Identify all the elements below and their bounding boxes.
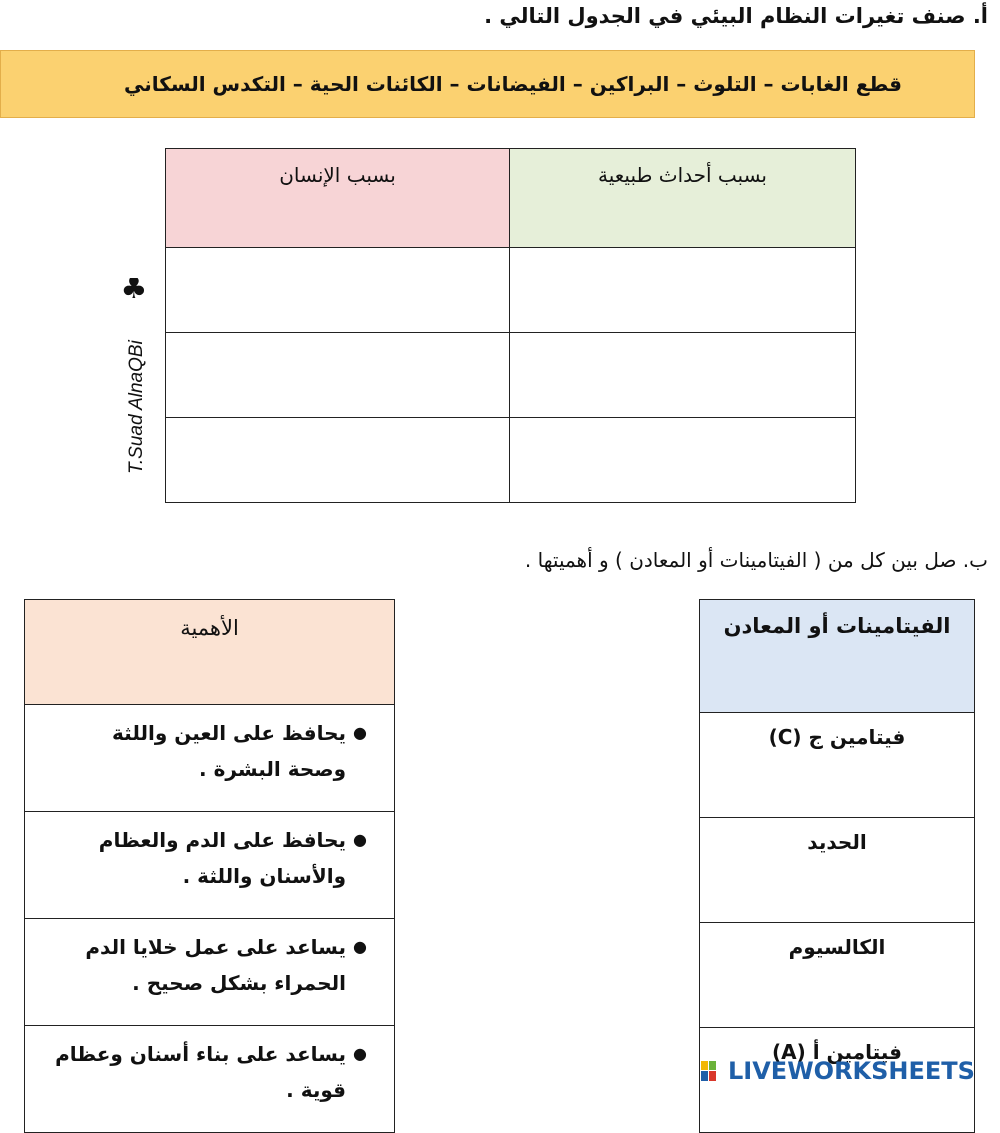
liveworksheets-logo-icon xyxy=(700,1060,726,1082)
nutrients-header: الفيتامينات أو المعادن xyxy=(700,600,975,713)
liveworksheets-brand xyxy=(700,1056,975,1086)
nutrient-item-2[interactable]: الحديد xyxy=(700,818,975,923)
signature-text: T.Suad AlnaQBi xyxy=(126,340,147,474)
natural-answer-cell-1[interactable] xyxy=(510,248,856,333)
nutrient-item-4[interactable]: فيتامين أ (A) xyxy=(700,1028,975,1133)
natural-answer-cell-2[interactable] xyxy=(510,333,856,418)
header-natural-events: بسبب أحداث طبيعية xyxy=(510,149,856,248)
header-human-causes: بسبب الإنسان xyxy=(166,149,510,248)
human-answer-cell-1[interactable] xyxy=(166,248,510,333)
part-a-title: أ. صنف تغيرات النظام البيئي في الجدول التالي . xyxy=(484,4,988,28)
brand-text: LIVEWORKSHEETS xyxy=(728,1057,975,1085)
importance-header: الأهمية xyxy=(25,600,395,705)
nutrient-item-3[interactable]: الكالسيوم xyxy=(700,923,975,1028)
club-icon: ♣ xyxy=(120,278,148,306)
bullet-icon: ● xyxy=(353,937,367,956)
nutrients-table xyxy=(699,599,975,1133)
classification-table xyxy=(165,148,856,503)
human-answer-cell-3[interactable] xyxy=(166,418,510,503)
word-bank xyxy=(0,50,975,118)
nutrient-item-1[interactable]: فيتامين ج (C) xyxy=(700,713,975,818)
teacher-signature xyxy=(114,278,154,478)
importance-item-4[interactable]: ● يساعد على بناء أسنان وعظام قوية . xyxy=(25,1026,395,1133)
part-b-title: ب. صل بين كل من ( الفيتامينات أو المعادن ) و أهميتها . xyxy=(524,548,988,572)
human-answer-cell-2[interactable] xyxy=(166,333,510,418)
bullet-icon: ● xyxy=(353,1044,367,1063)
word-bank-text: قطع الغابات – التلوث – البراكين – الفيضانات – الكائنات الحية – التكدس السكاني xyxy=(123,72,902,96)
importance-item-3[interactable]: ● يساعد على عمل خلايا الدم الحمراء بشكل صحيح . xyxy=(25,919,395,1026)
importance-item-1[interactable]: ● يحافظ على العين واللثة وصحة البشرة . xyxy=(25,705,395,812)
bullet-icon: ● xyxy=(353,830,367,849)
importance-table xyxy=(24,599,395,1133)
importance-item-2[interactable]: ● يحافظ على الدم والعظام والأسنان واللثة . xyxy=(25,812,395,919)
natural-answer-cell-3[interactable] xyxy=(510,418,856,503)
bullet-icon: ● xyxy=(353,723,367,742)
